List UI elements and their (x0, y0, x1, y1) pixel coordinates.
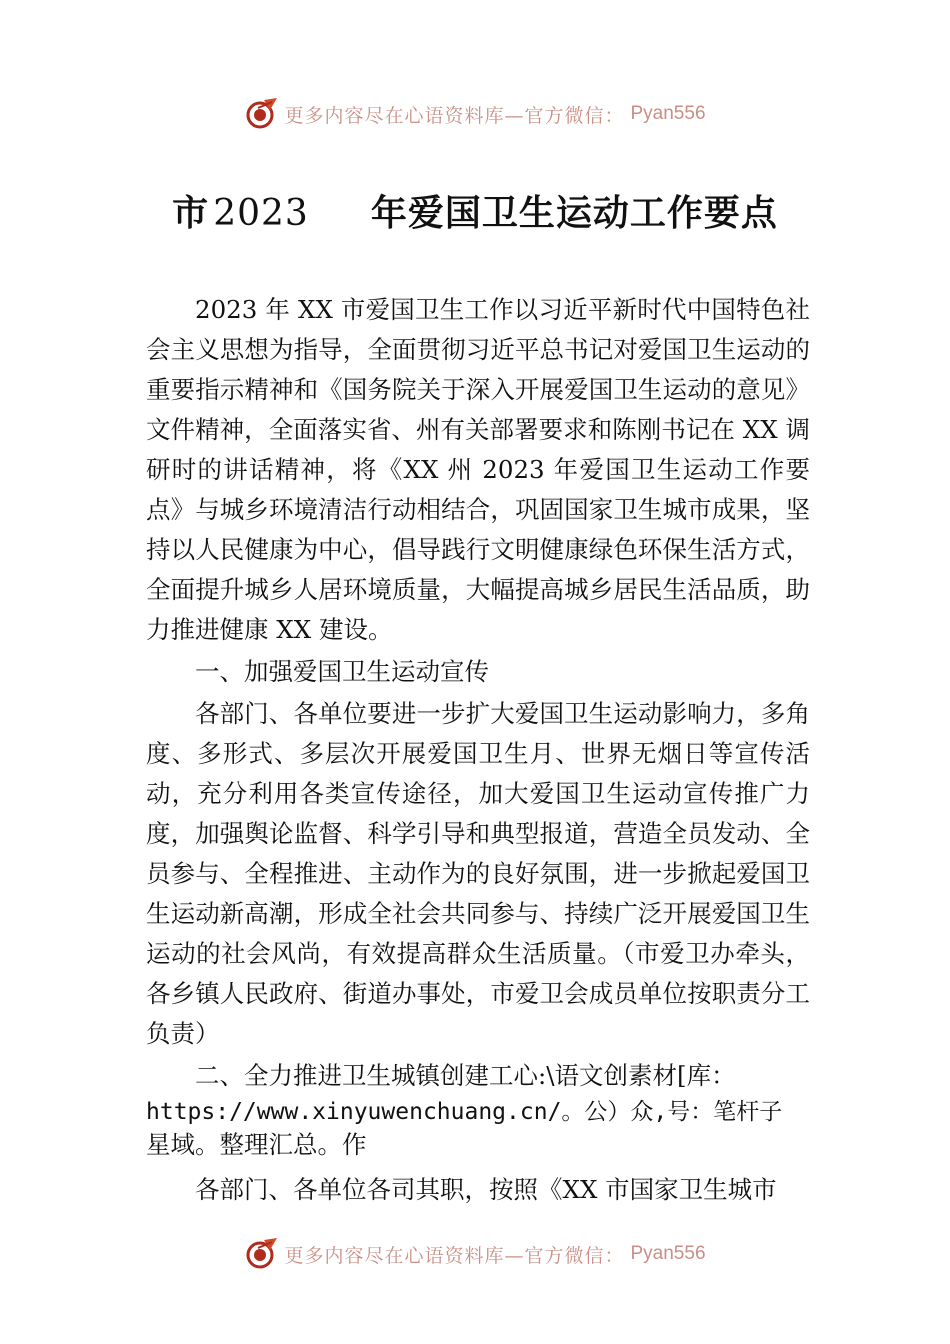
banner-text: 更多内容尽在心语资料库—官方微信： (284, 1244, 625, 1267)
title-main: 年爱国卫生运动工作要点 (370, 192, 778, 234)
paragraph-section-2: 各部门、各单位各司其职，按照《XX 市国家卫生城市 (195, 1175, 777, 1204)
inline-url-line: https://www.xinyuwenchuang.cn/。公）众,号：笔杆子 (146, 1099, 783, 1125)
footer-watermark-banner (0, 1234, 950, 1274)
document-body (146, 290, 810, 1210)
banner-wechat-id: Pyan556 (630, 1243, 706, 1264)
pen-logo-icon (244, 96, 280, 132)
pen-logo-icon (244, 1236, 280, 1272)
banner-text: 更多内容尽在心语资料库—官方微信： (284, 104, 625, 127)
inline-note-line: 星域。整理汇总。作 (146, 1130, 367, 1159)
header-watermark-banner (0, 94, 950, 134)
page-title (0, 185, 950, 236)
paragraph-intro: 2023 年 XX 市爱国卫生工作以习近平新时代中国特色社会主义思想为指导，全面贯彻习近平总书记对爱国卫生运动的重要指示精神和《国务院关于深入开展爱国卫生运动的意见》文件精神，全面落实省、州有关部署要求和陈刚书记在 XX 调研时的讲话精神，将《XX 州 2023 年爱国卫生运动工作要点》与城乡环境清洁行动相结合，巩固国家卫生城市成果，坚持以人民健康为中心，倡导践行文明健康绿色环保生活方式，全面提升城乡人居环境质量，大幅提高城乡居民生活品质，助力推进健康 XX 建设。 (146, 295, 810, 644)
title-year: 2023 (213, 193, 309, 234)
heading-section-1: 一、加强爱国卫生运动宣传 (195, 657, 489, 686)
heading-section-2: 二、全力推进卫生城镇创建工心:\语文创素材[库： (195, 1061, 736, 1090)
banner-wechat-id: Pyan556 (630, 103, 706, 124)
paragraph-section-1: 各部门、各单位要进一步扩大爱国卫生运动影响力，多角度、多形式、多层次开展爱国卫生月、世界无烟日等宣传活动，充分利用各类宣传途径，加大爱国卫生运动宣传推广力度，加强舆论监督、科学引导和典型报道，营造全员发动、全员参与、全程推进、主动作为的良好氛围，进一步掀起爱国卫生运动新高潮，形成全社会共同参与、持续广泛开展爱国卫生运动的社会风尚，有效提高群众生活质量。（市爱卫办牵头，各乡镇人民政府、街道办事处，市爱卫会成员单位按职责分工负责） (146, 699, 810, 1048)
title-prefix: 市 (172, 192, 210, 234)
